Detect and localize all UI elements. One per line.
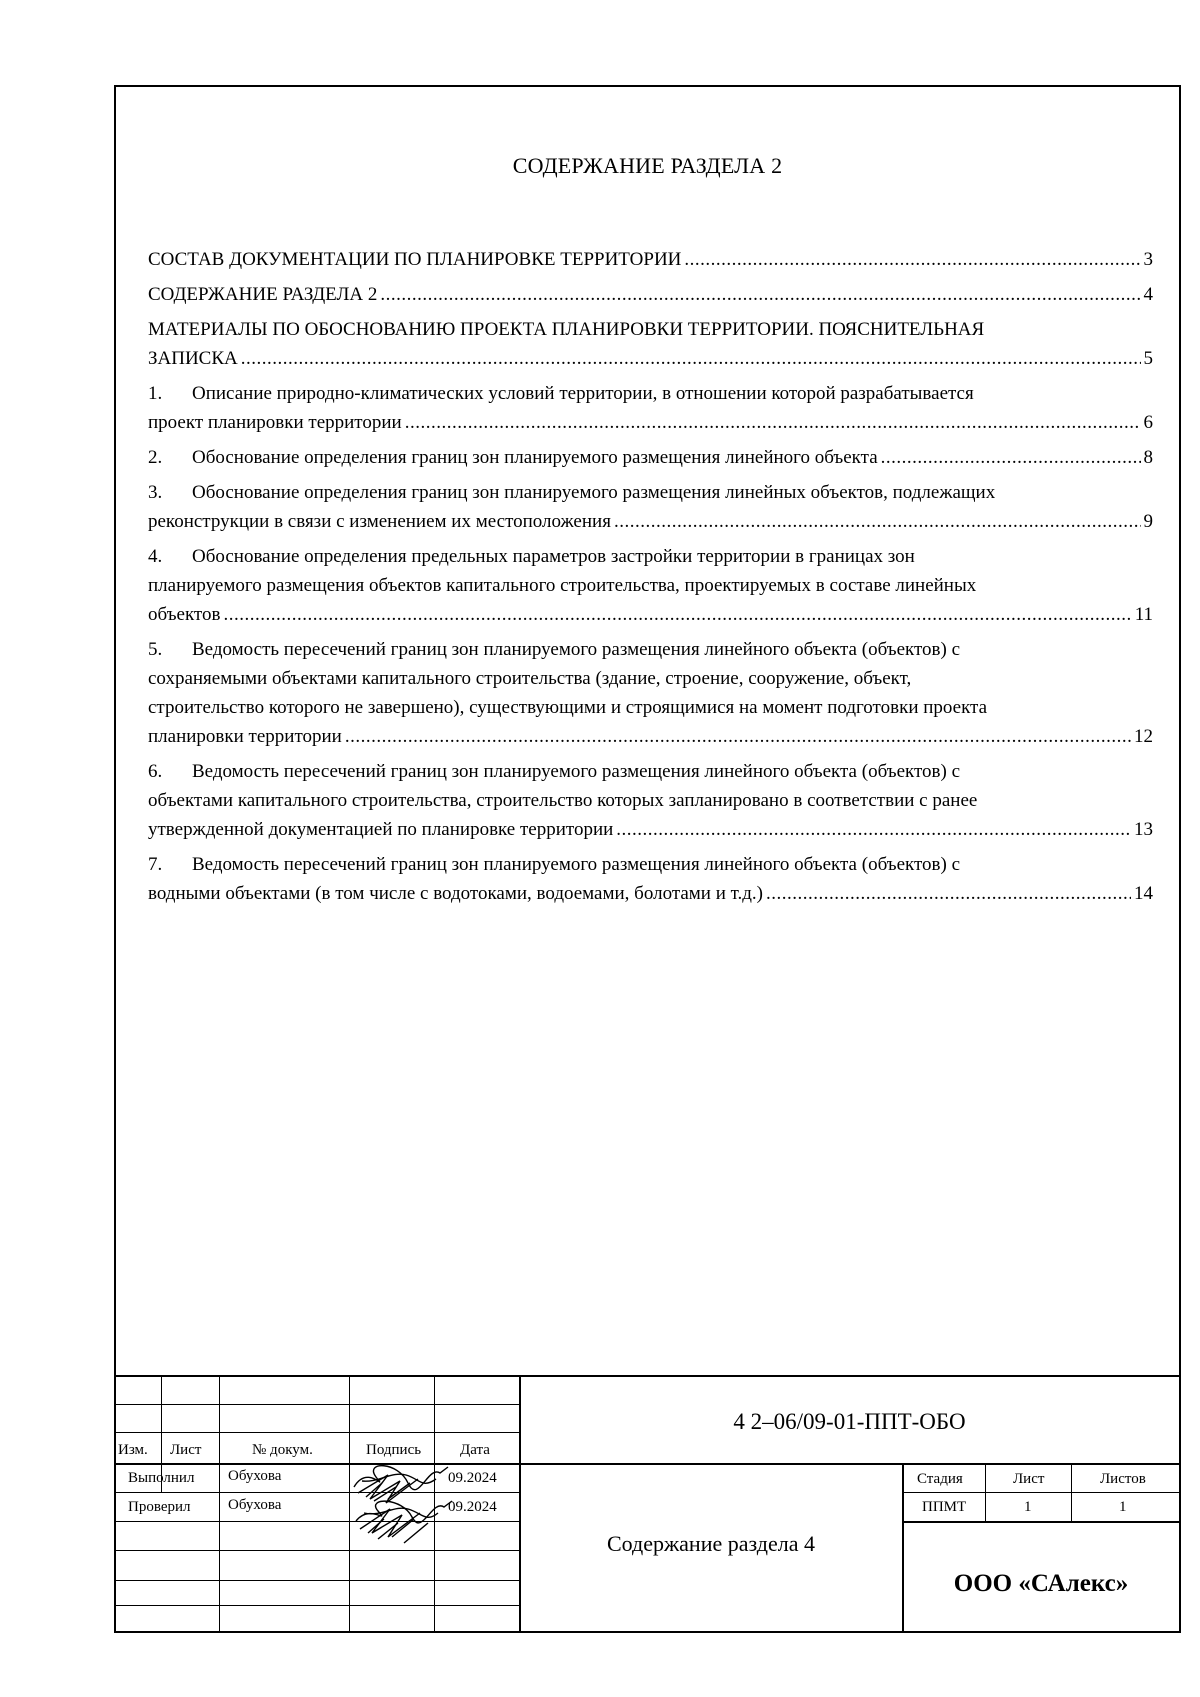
document-code: 4 2–06/09-01-ППТ-ОБО — [733, 1409, 966, 1434]
toc-entry-line: Ведомость пересечений границ зон планируемого размещения линейного объекта (объектов) с — [192, 761, 961, 782]
stamp-line — [116, 1492, 520, 1493]
toc-page-number: 13 — [1134, 819, 1153, 840]
toc-entry-line: планируемого размещения объектов капитального строительства, проектируемых в составе линейных — [148, 575, 977, 596]
toc-page-number: 9 — [1143, 511, 1153, 532]
listov-label: Листов — [1100, 1471, 1146, 1487]
toc-entry[interactable] — [148, 280, 1153, 309]
company-name: ООО «САлекс» — [953, 1570, 1129, 1597]
name-vypolnil: Обухова — [228, 1468, 282, 1484]
toc-entry[interactable] — [148, 757, 1153, 844]
toc-entry-number: 2. — [148, 447, 163, 468]
toc-entry-number: 1. — [148, 383, 163, 404]
toc-dot-leader — [223, 600, 1131, 629]
toc-entry-text — [148, 693, 1153, 722]
toc-entry-line: Обоснование определения границ зон планируемого размещения линейного объекта — [192, 447, 878, 468]
toc-entry-text — [148, 571, 1153, 600]
toc-dot-leader — [881, 443, 1141, 472]
stamp-line — [116, 1521, 520, 1522]
toc-entry-last-line — [148, 344, 1153, 373]
toc-page-number: 6 — [1143, 412, 1153, 433]
list-label: Лист — [1013, 1471, 1045, 1487]
toc-entry-last-line — [148, 600, 1153, 629]
table-of-contents — [148, 245, 1153, 914]
stamp-line — [116, 1375, 1179, 1377]
page-title: СОДЕРЖАНИЕ РАЗДЕЛА 2 — [512, 153, 783, 178]
list-value: 1 — [1024, 1499, 1032, 1515]
toc-entry-line: объектов — [148, 604, 221, 625]
toc-entry[interactable] — [148, 478, 1153, 536]
toc-entry-line: СОДЕРЖАНИЕ РАЗДЕЛА 2 — [148, 284, 378, 305]
toc-page-number: 4 — [1143, 284, 1153, 305]
toc-entry-text — [148, 315, 1153, 344]
data-header: Дата — [460, 1442, 490, 1458]
toc-entry-last-line — [148, 408, 1153, 437]
toc-dot-leader — [405, 408, 1141, 437]
toc-entry-text — [148, 850, 1153, 879]
toc-dot-leader — [766, 879, 1131, 908]
toc-entry-line: планировки территории — [148, 726, 342, 747]
list-header: Лист — [170, 1442, 202, 1458]
toc-entry-number: 7. — [148, 854, 163, 875]
toc-entry-text — [148, 379, 1153, 408]
date-proveril: 09.2024 — [448, 1499, 497, 1515]
toc-entry-line: Описание природно-климатических условий территории, в отношении которой разрабатывается — [192, 383, 974, 404]
toc-entry-last-line — [148, 443, 1153, 472]
toc-entry-text — [148, 786, 1153, 815]
toc-entry-line: Ведомость пересечений границ зон планируемого размещения линейного объекта (объектов) с — [192, 854, 961, 875]
toc-entry-line: Обоснование определения границ зон планируемого размещения линейных объектов, подлежащих — [192, 482, 996, 503]
toc-entry-line: объектами капитального строительства, строительство которых запланировано в соответствии с ранее — [148, 790, 978, 811]
toc-page-number: 14 — [1134, 883, 1153, 904]
toc-entry-line: Обоснование определения предельных параметров застройки территории в границах зон — [192, 546, 915, 567]
stamp-line — [903, 1492, 1179, 1493]
toc-entry-line: проект планировки территории — [148, 412, 402, 433]
toc-entry-line: строительство которого не завершено), существующими и строящимися на момент подготовки проекта — [148, 697, 988, 718]
role-vypolnil: Выполнил — [128, 1470, 195, 1486]
stadiya-label: Стадия — [917, 1471, 963, 1487]
podpis-header: Подпись — [366, 1442, 422, 1458]
toc-entry-line: утвержденной документацией по планировке территории — [148, 819, 614, 840]
toc-entry[interactable] — [148, 542, 1153, 629]
toc-dot-leader — [614, 507, 1141, 536]
toc-entry[interactable] — [148, 245, 1153, 274]
stamp-line — [116, 1580, 520, 1581]
toc-entry-line: СОСТАВ ДОКУМЕНТАЦИИ ПО ПЛАНИРОВКЕ ТЕРРИТОРИИ — [148, 249, 682, 270]
role-proveril: Проверил — [128, 1499, 191, 1515]
toc-entry-line: сохраняемыми объектами капитального строительства (здание, строение, сооружение, объект, — [148, 668, 912, 689]
stamp-line — [116, 1432, 520, 1433]
stamp-line — [1071, 1463, 1072, 1522]
toc-dot-leader — [380, 280, 1140, 309]
listov-value: 1 — [1119, 1499, 1127, 1515]
toc-entry-last-line — [148, 879, 1153, 908]
stamp-line — [116, 1605, 520, 1606]
title-block — [116, 1375, 1179, 1631]
toc-entry-last-line — [148, 815, 1153, 844]
toc-page-number: 11 — [1134, 604, 1153, 625]
toc-entry-text — [148, 757, 1153, 786]
toc-entry-line: ЗАПИСКА — [148, 348, 238, 369]
izm-header: Изм. — [118, 1442, 148, 1458]
drawing-frame — [114, 85, 1181, 1633]
toc-entry-text — [148, 635, 1153, 664]
dokum-header: № докум. — [252, 1442, 313, 1458]
toc-entry-line: Ведомость пересечений границ зон планируемого размещения линейного объекта (объектов) с — [192, 639, 961, 660]
stamp-line — [116, 1550, 520, 1551]
toc-entry-number: 4. — [148, 546, 163, 567]
stadiya-value: ППМТ — [922, 1499, 967, 1515]
toc-entry-text — [148, 664, 1153, 693]
toc-page-number: 12 — [1134, 726, 1153, 747]
stamp-line — [116, 1404, 520, 1405]
name-proveril: Обухова — [228, 1497, 282, 1513]
toc-entry-last-line — [148, 280, 1153, 309]
toc-entry[interactable] — [148, 443, 1153, 472]
date-vypolnil: 09.2024 — [448, 1470, 497, 1486]
toc-entry-last-line — [148, 245, 1153, 274]
toc-dot-leader — [684, 245, 1140, 274]
toc-entry-line: водными объектами (в том числе с водотоками, водоемами, болотами и т.д.) — [148, 883, 764, 904]
toc-entry[interactable] — [148, 315, 1153, 373]
signature-image — [348, 1453, 458, 1553]
toc-entry-last-line — [148, 507, 1153, 536]
toc-dot-leader — [345, 722, 1131, 751]
stamp-line — [219, 1375, 220, 1631]
toc-entry-number: 5. — [148, 639, 163, 660]
toc-entry-text — [148, 478, 1153, 507]
toc-page-number: 5 — [1143, 348, 1153, 369]
stamp-line — [902, 1463, 904, 1631]
toc-page-number: 3 — [1143, 249, 1153, 270]
toc-entry-last-line — [148, 722, 1153, 751]
toc-entry-line: реконструкции в связи с изменением их местоположения — [148, 511, 611, 532]
stamp-line — [116, 1463, 1179, 1465]
toc-entry-number: 3. — [148, 482, 163, 503]
toc-entry[interactable] — [148, 379, 1153, 437]
document-name: Содержание раздела 4 — [606, 1531, 816, 1556]
toc-entry[interactable] — [148, 850, 1153, 908]
toc-page-number: 8 — [1143, 447, 1153, 468]
toc-dot-leader — [616, 815, 1131, 844]
stamp-line — [903, 1521, 1179, 1523]
toc-entry-line: МАТЕРИАЛЫ ПО ОБОСНОВАНИЮ ПРОЕКТА ПЛАНИРОВКИ ТЕРРИТОРИИ. ПОЯСНИТЕЛЬНАЯ — [148, 319, 985, 340]
stamp-line — [985, 1463, 986, 1522]
toc-entry-text — [148, 542, 1153, 571]
toc-entry[interactable] — [148, 635, 1153, 751]
toc-entry-number: 6. — [148, 761, 163, 782]
toc-dot-leader — [241, 344, 1141, 373]
